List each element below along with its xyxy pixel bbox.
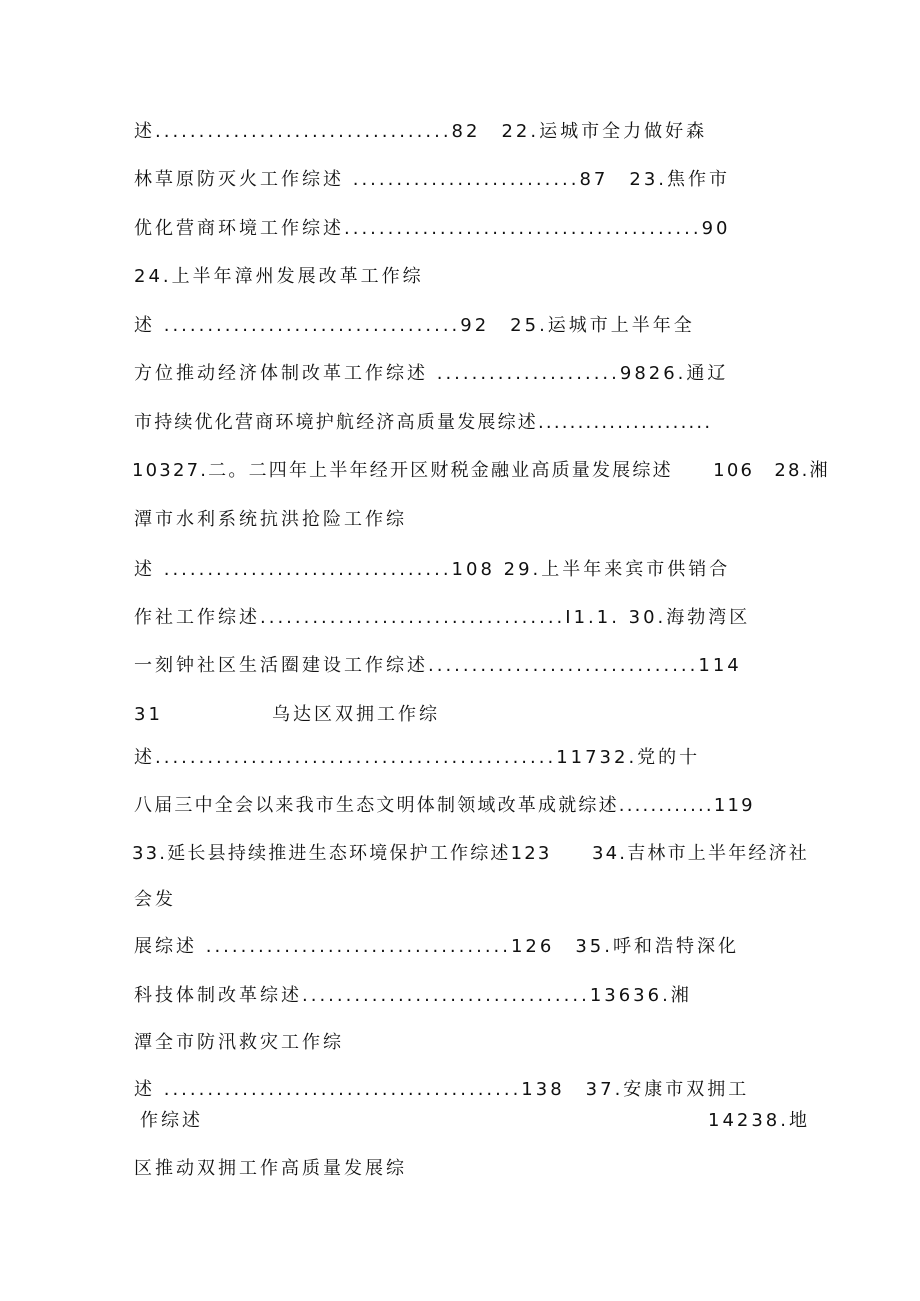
toc-line: 10327.二。二四年上半年经开区财税金融业高质量发展综述 106 28.湘 [132,460,830,481]
toc-line: 24.上半年漳州发展改革工作综 [134,266,424,287]
toc-line: 林草原防灭火工作综述 ..........................87 23.焦作市 [134,169,731,190]
toc-line: 作社工作综述...................................I1.1. 30.海勃湾区 [134,607,751,628]
toc-line: 述 .................................108 29.上半年来宾市供销合 [134,559,731,580]
toc-line: 乌达区双拥工作综 [272,704,440,725]
toc-line: 述..............................................11732.党的十 [134,747,701,768]
toc-line: 31 [134,704,163,725]
toc-line: 潭市水利系统抗洪抢险工作综 [134,509,407,530]
toc-line: 区推动双拥工作高质量发展综 [134,1158,407,1179]
toc-line: 方位推动经济体制改革工作综述 .....................9826.通辽 [134,363,729,384]
toc-line: 14238.地 [708,1110,810,1131]
toc-line: 述..................................82 22.运城市全力做好森 [134,121,708,142]
toc-line: 优化营商环境工作综述.........................................90 [134,218,731,239]
toc-line: 市持续优化营商环境护航经济高质量发展综述...................... [134,412,713,433]
toc-line: 会发 [134,889,176,910]
toc-line: 潭全市防汛救灾工作综 [134,1032,344,1053]
toc-line: 述 .........................................138 37.安康市双拥工 [134,1079,750,1100]
toc-line: 八届三中全会以来我市生态文明体制领域改革成就综述............119 [134,795,755,816]
toc-line: 述 ..................................92 25.运城市上半年全 [134,315,695,336]
toc-line: 科技体制改革综述.................................13636.湘 [134,985,692,1006]
toc-line: 33.延长县持续推进生态环境保护工作综述123 34.吉林市上半年经济社 [132,843,810,864]
toc-line: 展综述 ...................................126 35.呼和浩特深化 [134,936,739,957]
toc-line: 作综述 [140,1110,203,1131]
toc-line: 一刻钟社区生活圈建设工作综述...............................114 [134,655,742,676]
